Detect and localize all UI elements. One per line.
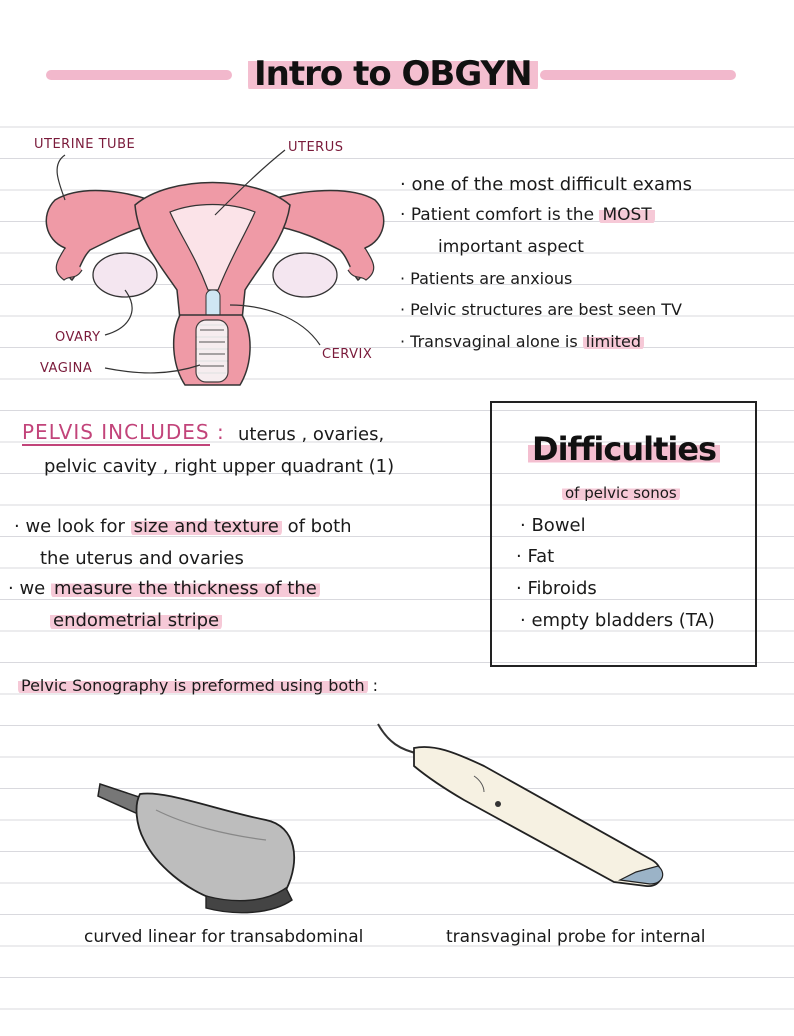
difficulties-subtitle: of pelvic sonos [562,484,680,502]
bullet-patient-comfort: · Patient comfort is the MOST [400,205,655,225]
label-ovary: OVARY [55,330,101,345]
bullet-look-for: · we look for size and texture of both [14,516,352,537]
bullet-pelvic-structures: · Pelvic structures are best seen TV [400,300,682,319]
bullet-patients-anxious: · Patients are anxious [400,269,573,288]
label-uterus: UTERUS [288,140,344,155]
difficulty-bowel: · Bowel [520,515,586,536]
highlight-size-texture: size and texture [131,516,282,537]
difficulty-empty-bladders: · empty bladders (TA) [520,610,715,631]
measure-line2: endometrial stripe [50,610,222,631]
label-uterine-tube: UTERINE TUBE [34,137,136,152]
look-for-line2: the uterus and ovaries [40,548,244,569]
highlight-measure: measure the thickness of the [51,578,320,599]
transvaginal-probe-drawing [374,722,674,892]
pelvis-line1: uterus , ovaries, [238,424,385,445]
label-cervix: CERVIX [322,347,373,362]
title-bar-left [46,70,232,80]
label-vagina: VAGINA [40,361,93,376]
bullet-difficult-exams: · one of the most difficult exams [400,174,692,195]
difficulty-fat: · Fat [516,546,555,567]
caption-transvaginal: transvaginal probe for internal [446,927,706,947]
difficulty-fibroids: · Fibroids [516,578,597,599]
difficulties-title: Difficulties [528,430,720,468]
pelvis-heading: PELVIS INCLUDES : [22,420,225,444]
title-bar-right [540,70,736,80]
curved-probe-drawing [96,770,316,920]
pelvis-line2: pelvic cavity , right upper quadrant (1) [44,456,395,477]
caption-curved-linear: curved linear for transabdominal [84,927,364,947]
bullet-transvaginal-limited: · Transvaginal alone is limited [400,332,644,351]
highlight-most: MOST [599,205,654,225]
page-title: Intro to OBGYN [248,54,538,94]
sonography-line: Pelvic Sonography is preformed using both : [18,676,378,695]
bullet-important-aspect: important aspect [438,237,584,257]
highlight-limited: limited [583,332,644,351]
bullet-measure: · we measure the thickness of the [8,578,320,599]
